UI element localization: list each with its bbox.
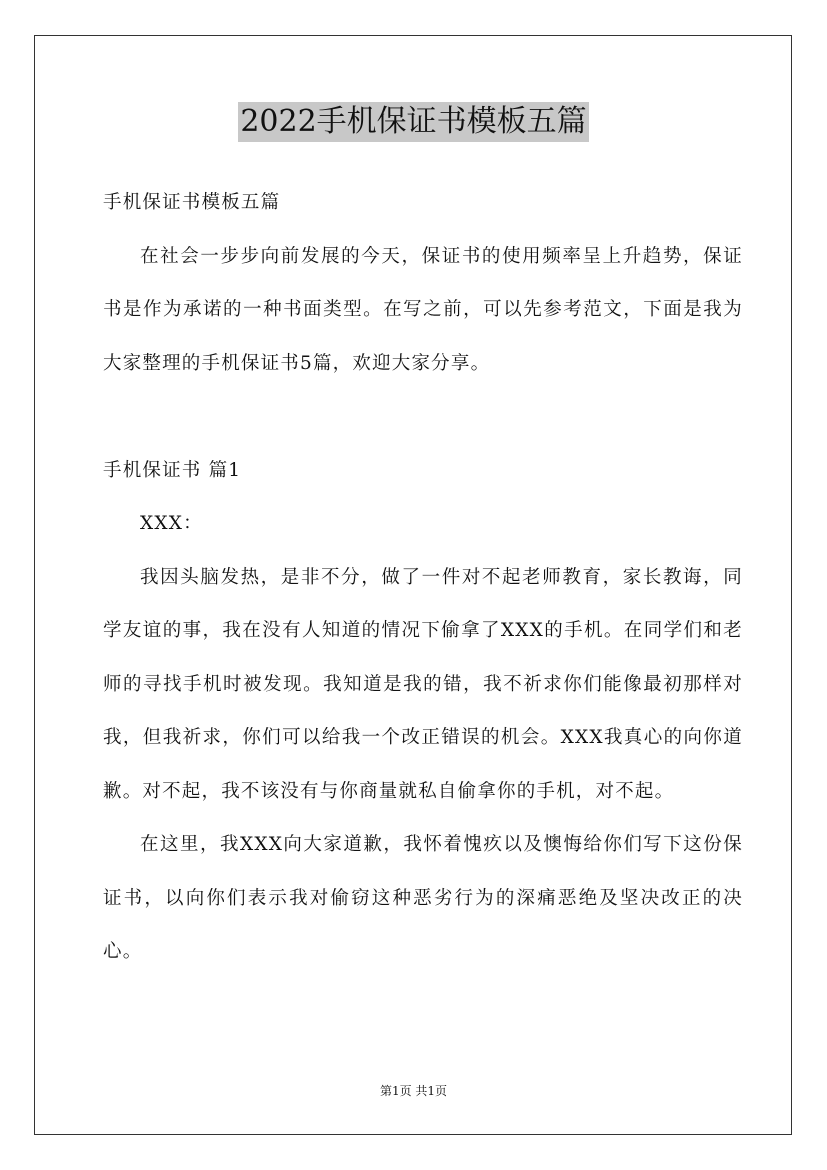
intro-paragraph: 在社会一步步向前发展的今天，保证书的使用频率呈上升趋势，保证书是作为承诺的一种书面类型。在写之前，可以先参考范文，下面是我为大家整理的手机保证书5篇，欢迎大家分享。 bbox=[103, 245, 743, 374]
body-paragraph-1: 我因头脑发热，是非不分，做了一件对不起老师教育，家长教诲，同学友谊的事，我在没有人知道的情况下偷拿了XXX的手机。在同学们和老师的寻找手机时被发现。我知道是我的错，我不祈求你们能像最初那样对我，但我祈求，你们可以给我一个改正错误的机会。XXX我真心的向你道歉。对不起，我不该没有与你商量就私自偷拿你的手机，对不起。 bbox=[103, 566, 743, 802]
salutation: XXX： bbox=[140, 513, 203, 534]
blank-line bbox=[103, 390, 743, 444]
page-footer: 第1页 共1页 bbox=[379, 1084, 448, 1098]
document-title: 2022手机保证书模板五篇 bbox=[238, 102, 588, 142]
body-paragraph-2: 在这里，我XXX向大家道歉，我怀着愧疚以及懊悔给你们写下这份保证书，以向你们表示我对偷窃这种恶劣行为的深痛恶绝及坚决改正的决心。 bbox=[103, 834, 743, 962]
document-subtitle: 手机保证书模板五篇 bbox=[103, 192, 281, 213]
document-body bbox=[103, 176, 743, 979]
title-container bbox=[0, 102, 827, 142]
section-heading: 手机保证书 篇1 bbox=[103, 459, 242, 481]
